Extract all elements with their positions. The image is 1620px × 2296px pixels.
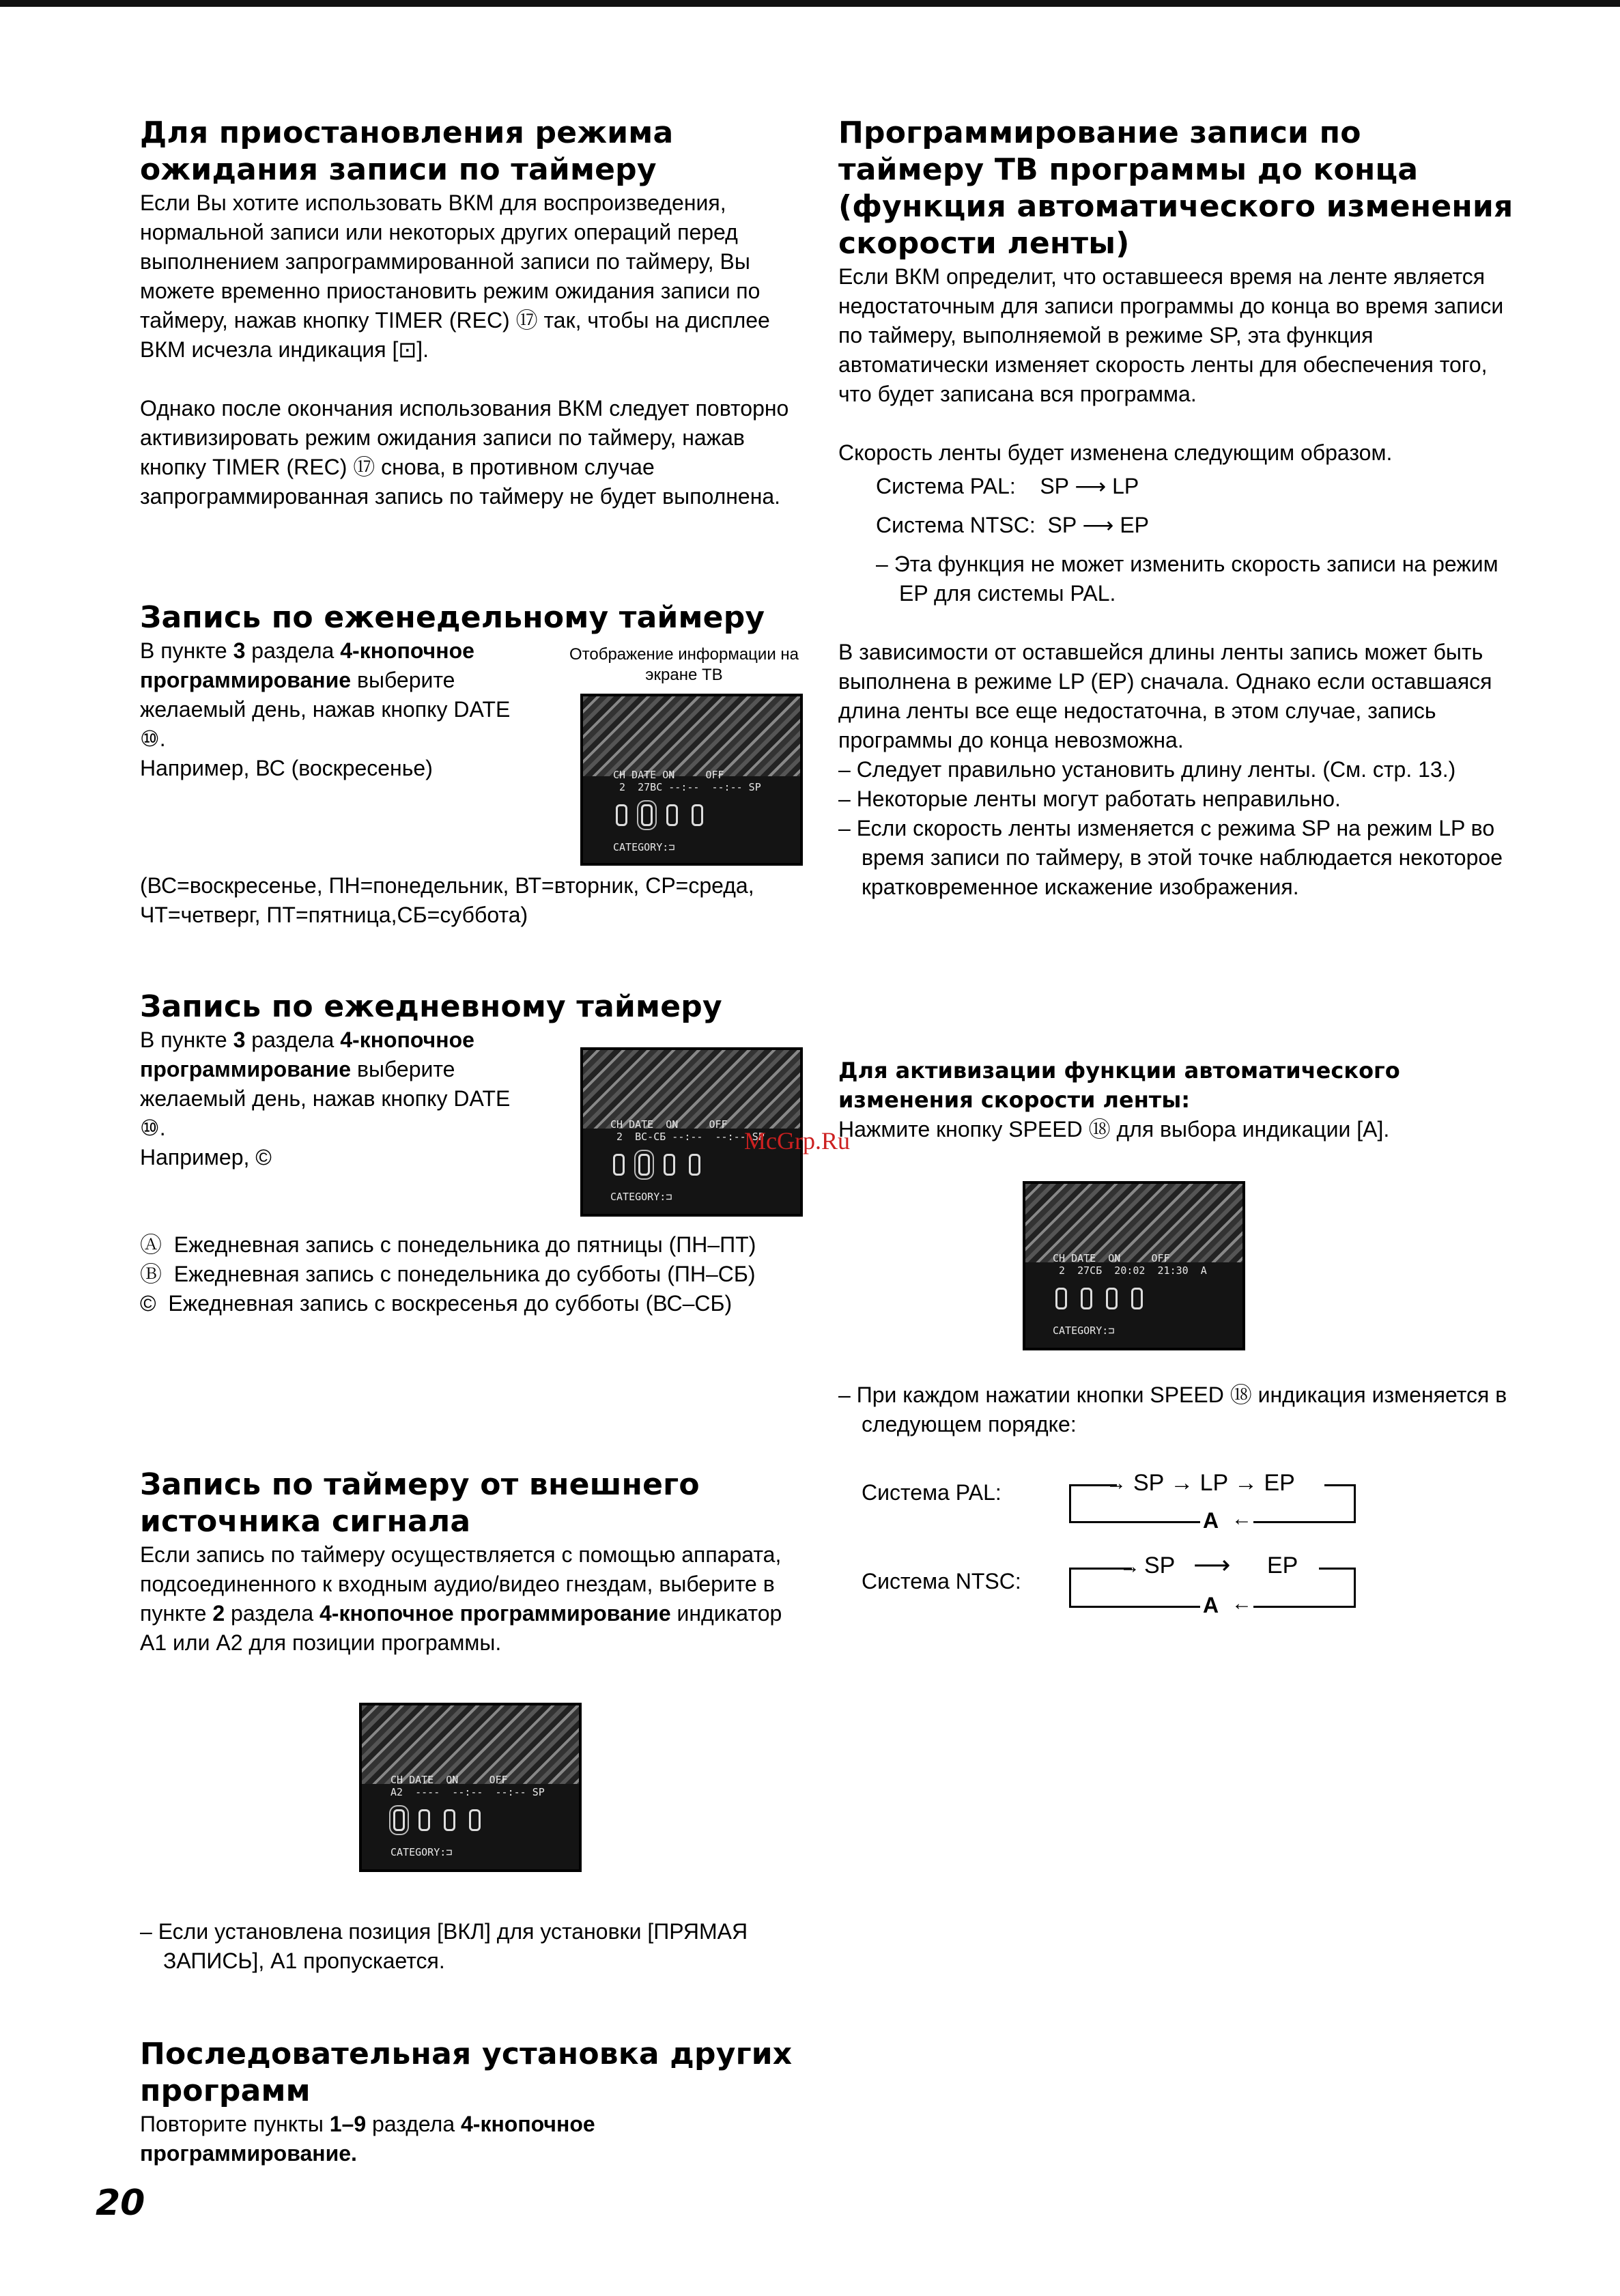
osd-values: 2 ВС-СБ --:-- --:-- SP [610, 1131, 765, 1143]
step-indicator [689, 1154, 700, 1176]
section-title: Запись по ежедневному таймеру [140, 989, 722, 1024]
step-indicator [692, 804, 703, 826]
tv-picture [583, 696, 800, 776]
example-text: Например, © [140, 1145, 272, 1170]
paragraph: В пункте 3 раздела 4-кнопочное программирование выберите желаемый день, нажав кнопку DATE ⑩. [140, 638, 511, 751]
speed-cycle-note [838, 1380, 1514, 1439]
step-indicator-active [641, 804, 653, 826]
ntsc-ep: EP [1267, 1553, 1298, 1578]
list-item: Ⓐ Ежедневная запись с понедельника до пятницы (ПН–ПТ) [140, 1232, 756, 1257]
osd-header: CH DATE ON OFF [613, 769, 724, 781]
tv-picture [1025, 1184, 1242, 1262]
example-text: Например, ВС (воскресенье) [140, 756, 433, 780]
paragraph: Если ВКМ определит, что оставшееся время на ленте является недостаточным для записи программы до конца во время записи по таймеру, выполняемой в режиме SP, эта функция автоматически изменяет скорость ленты для обеспечения того, что будет записана вся программа. [838, 264, 1504, 406]
pal-label: Система PAL: [862, 1480, 1001, 1505]
step-indicator [1081, 1288, 1092, 1309]
step-indicator [418, 1809, 430, 1831]
section-auto-speed [838, 115, 1514, 902]
osd-caption: Отображение информации на экране ТВ [569, 645, 799, 684]
step-indicator [1131, 1288, 1143, 1309]
osd-values: 2 27ВС --:-- --:-- SP [613, 781, 761, 793]
speed-ntsc: Система NTSC: SP ⟶ EP [876, 513, 1149, 537]
pal-note: – Эта функция не может изменить скорость записи на режим EP для системы PAL. [876, 552, 1498, 606]
osd-step-indicators [616, 804, 703, 826]
tv-screen-speed [1023, 1181, 1245, 1350]
daily-options-list [140, 1230, 795, 1318]
list-item: © Ежедневная запись с воскресенья до субботы (ВС–СБ) [140, 1291, 733, 1316]
flow-line [1069, 1484, 1071, 1522]
step-indicator-active [638, 1154, 650, 1176]
tv-screen-weekly [580, 694, 803, 866]
tv-screen-external [359, 1703, 582, 1872]
list-item: – Некоторые ленты могут работать неправильно. [838, 786, 1341, 811]
flow-line [1253, 1606, 1356, 1608]
flow-arrow: → [1120, 1555, 1140, 1578]
note-text: – Если установлена позиция [ВКЛ] для установки [ПРЯМАЯ ЗАПИСЬ], А1 пропускается. [140, 1919, 748, 1973]
paragraph: Если Вы хотите использовать ВКМ для воспроизведения, нормальной записи или некоторых других операций перед выполнением запрограммированной записи по таймеру, Вы можете временно приостановить режим ожидания записи по таймеру, нажав кнопку TIMER (REC) ⑰ так, чтобы на дисплее ВКМ исчезла индикация [⊡]. [140, 190, 770, 362]
osd-category: CATEGORY:⊐ [610, 1191, 672, 1203]
subsection-title: Для активизации функции автоматического изменения скорости ленты: [838, 1058, 1400, 1113]
step-indicator [664, 1154, 675, 1176]
section-title: Запись по еженедельному таймеру [140, 600, 765, 635]
osd-step-indicators [393, 1809, 481, 1831]
osd-category: CATEGORY:⊐ [613, 841, 675, 853]
step-indicator [613, 1154, 625, 1176]
step-indicator [444, 1809, 455, 1831]
section-external-source [140, 1466, 795, 1658]
watermark: McGrp.Ru [744, 1127, 850, 1154]
section-title: Программирование записи по таймеру ТВ программы до конца (функция автоматического изменения скорости ленты) [838, 115, 1514, 261]
pal-auto: A [1203, 1508, 1219, 1533]
ntsc-auto: A [1203, 1593, 1219, 1617]
speed-pal: Система PAL: SP ⟶ LP [876, 474, 1139, 498]
section-activate-auto-speed [838, 1056, 1514, 1144]
osd-category: CATEGORY:⊐ [1053, 1324, 1115, 1337]
paragraph: Нажмите кнопку SPEED ⑱ для выбора индикации [A]. [838, 1117, 1390, 1142]
paragraph: Однако после окончания использования ВКМ следует повторно активизировать режим ожидания записи по таймеру, нажав кнопку TIMER (REC) ⑰ снова, в противном случае запрограммированная запись по таймеру не будет выполнена. [140, 396, 789, 509]
osd-header: CH DATE ON OFF [1053, 1252, 1170, 1264]
osd-step-indicators [613, 1154, 700, 1176]
step-indicator [1106, 1288, 1118, 1309]
ntsc-arrow: ⟶ [1193, 1551, 1231, 1580]
section-title: Последовательная установка других программ [140, 2037, 793, 2108]
section-title: Запись по таймеру от внешнего источника сигнала [140, 1467, 700, 1539]
step-indicator [469, 1809, 481, 1831]
section-pause-timer-standby [140, 115, 795, 511]
osd-header: CH DATE ON OFF [610, 1118, 728, 1131]
flow-line [1069, 1521, 1200, 1523]
tv-picture [583, 1050, 800, 1129]
flow-arrow: ← [1232, 1507, 1252, 1530]
flow-line [1324, 1484, 1356, 1486]
pal-sequence: SP → LP → EP [1133, 1470, 1295, 1496]
external-note [140, 1917, 795, 1976]
osd-step-indicators [1055, 1288, 1143, 1309]
flow-line [1354, 1484, 1356, 1522]
note-text: – При каждом нажатии кнопки SPEED ⑱ индикация изменяется в следующем порядке: [838, 1383, 1507, 1436]
flow-line [1319, 1568, 1356, 1570]
section-other-programs [140, 2036, 795, 2168]
day-abbreviation-note: (ВС=воскресенье, ПН=понедельник, ВТ=вторник, СР=среда, ЧТ=четверг, ПТ=пятница,СБ=суббота) [140, 873, 754, 927]
osd-category: CATEGORY:⊐ [390, 1846, 453, 1858]
list-item: Ⓑ Ежедневная запись с понедельника до субботы (ПН–СБ) [140, 1262, 756, 1286]
paragraph: В зависимости от оставшейся длины ленты запись может быть выполнена в режиме LP (EP) сначала. Однако если оставшаяся длина ленты все еще недостаточна, в этом случае, запись программы до конца невозможна. [838, 640, 1492, 752]
list-item: – Если скорость ленты изменяется с режима SP на режим LP во время записи по таймеру, в этой точке наблюдается некоторое кратковременное искажение изображения. [838, 816, 1503, 899]
flow-line [1253, 1521, 1356, 1523]
osd-values: 2 27СБ 20:02 21:30 A [1053, 1264, 1207, 1277]
paragraph: Повторите пункты 1–9 раздела 4-кнопочное программирование. [140, 2112, 595, 2166]
top-border-line [0, 0, 1620, 7]
caution-list [838, 755, 1514, 902]
paragraph: Скорость ленты будет изменена следующим образом. [838, 440, 1393, 465]
step-indicator [616, 804, 627, 826]
section-title: Для приостановления режима ожидания записи по таймеру [140, 115, 674, 187]
tv-picture [362, 1705, 579, 1784]
flow-arrow: → [1106, 1472, 1126, 1494]
page-number: 20 [96, 2183, 145, 2224]
flow-line [1354, 1568, 1356, 1607]
osd-values: A2 ---- --:-- --:-- SP [390, 1786, 545, 1798]
list-item: – Следует правильно установить длину ленты. (См. стр. 13.) [838, 757, 1456, 782]
osd-header: CH DATE ON OFF [390, 1774, 508, 1786]
flow-line [1069, 1568, 1071, 1607]
paragraph: Если запись по таймеру осуществляется с помощью аппарата, подсоединенного к входным аудио/видео гнездам, выберите в пункте 2 раздела 4-кнопочное программирование индикатор А1 или А2 для позиции программы. [140, 1542, 782, 1655]
paragraph: В пункте 3 раздела 4-кнопочное программирование выберите желаемый день, нажав кнопку DATE ⑩. [140, 1027, 511, 1140]
step-indicator-active [393, 1809, 405, 1831]
ntsc-sp: SP [1144, 1553, 1176, 1578]
flow-line [1069, 1606, 1200, 1608]
flow-arrow: ← [1232, 1592, 1252, 1615]
ntsc-label: Система NTSC: [862, 1569, 1021, 1593]
step-indicator [666, 804, 678, 826]
step-indicator [1055, 1288, 1067, 1309]
